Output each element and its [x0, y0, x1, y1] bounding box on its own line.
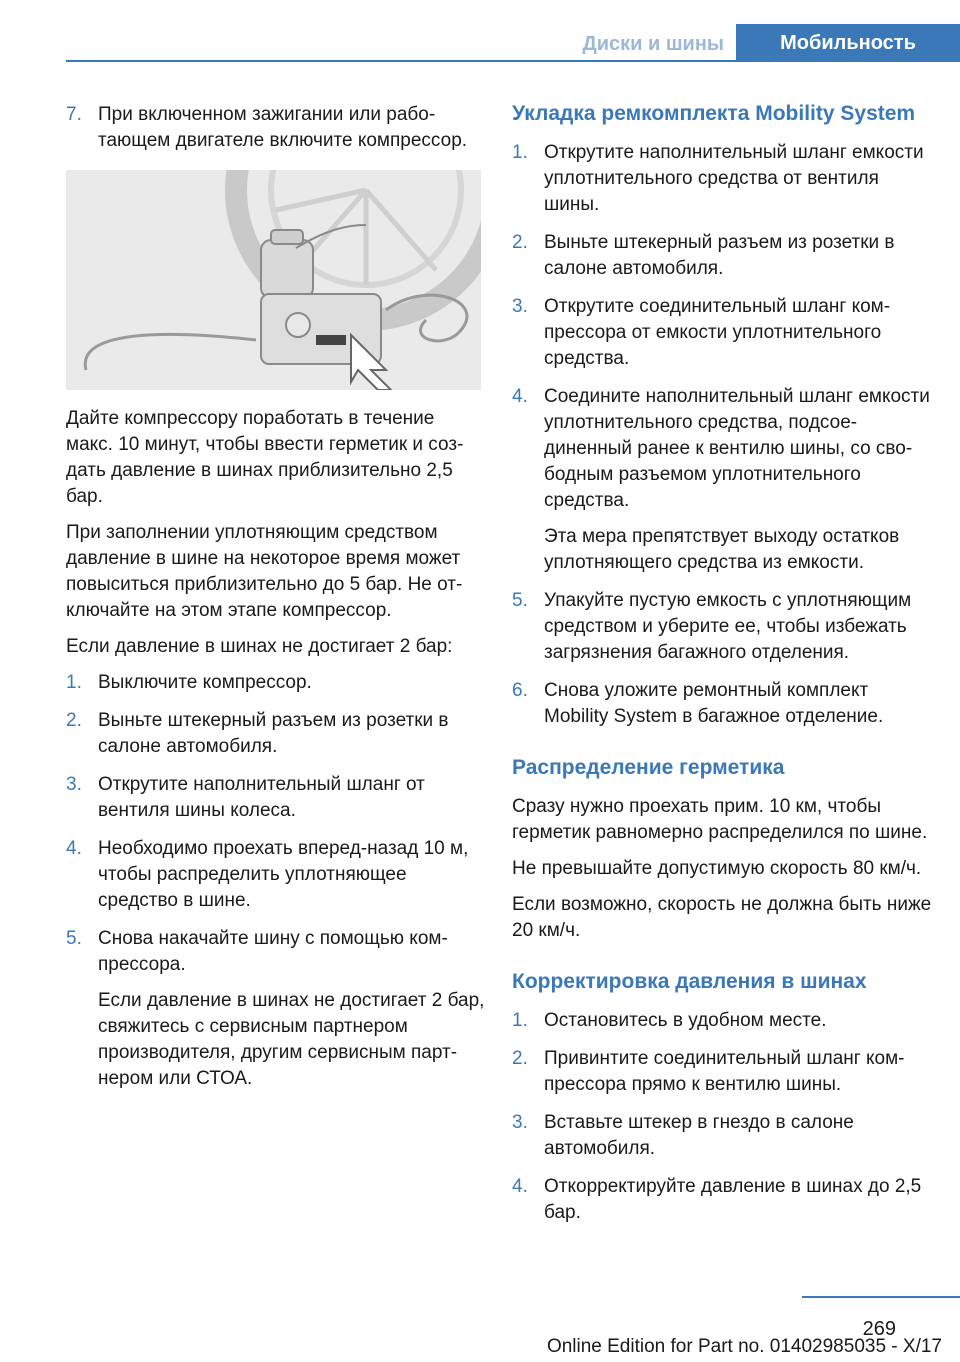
paragraph: Если возможно, скорость не должна быть ниже 20 км/ч.: [512, 894, 932, 941]
list-item: [512, 1008, 932, 1034]
list-number: 6.: [512, 680, 528, 701]
list-item: [512, 230, 932, 282]
list-number: 5.: [66, 928, 82, 949]
right-column: [512, 102, 932, 1238]
list-number: 4.: [512, 1176, 528, 1197]
list-item: [512, 384, 932, 576]
footer-edition: Online Edition for Part no. 01402985035 - X/17: [546, 1336, 942, 1357]
list-number: 1.: [66, 672, 82, 693]
list-number: 2.: [512, 232, 528, 253]
header-section-title: Диски и шины: [582, 33, 724, 55]
list-number: 4.: [66, 838, 82, 859]
page-number: 269: [862, 1318, 896, 1340]
paragraph: При заполнении уплотняющим средством давление в шине на некоторое время может повыситься приблизительно до 5 бар. Не отключайте на этом этапе компрессор.: [66, 522, 463, 621]
list-text: Выньте штекерный разъем из розетки в салоне автомобиля.: [98, 710, 449, 757]
list-number: 2.: [66, 710, 82, 731]
header-rule: [66, 60, 960, 62]
paragraph: Не превышайте допустимую скорость 80 км/ч.: [512, 858, 922, 879]
list-text: Вставьте штекер в гнездо в салоне автомобиля.: [544, 1112, 854, 1159]
list-subparagraph: Если давление в шинах не достигает 2 бар, свяжитесь с сервисным партнером производителя, другим сервисным партнером или СТОА.: [98, 990, 485, 1089]
list-item: [512, 678, 932, 730]
list-text: Выньте штекерный разъем из розетки в салоне автомобиля.: [544, 232, 895, 279]
list-item: [66, 772, 486, 824]
footer-rule: [802, 1296, 960, 1298]
list-text: Открутите наполнительный шланг емкости уплотнительного средства от вентиля шины.: [544, 142, 924, 215]
list-text: Соедините наполнительный шланг емкости уплотнительного средства, подсоединенный ранее к вентилю шины, со свободным разъемом уплотнительного средства.: [544, 386, 930, 511]
list-item: [66, 926, 486, 1092]
list-item: [512, 1174, 932, 1226]
list-item: [66, 102, 486, 154]
section-heading: Корректировка давления в шинах: [512, 970, 867, 993]
left-column: [66, 102, 486, 1104]
list-item: [512, 294, 932, 372]
list-text: Откорректируйте давление в шинах до 2,5 бар.: [544, 1176, 922, 1223]
list-item: [66, 836, 486, 914]
paragraph: Дайте компрессору поработать в течение макс. 10 минут, чтобы ввести герметик и создать давление в шинах приблизительно 2,5 бар.: [66, 408, 464, 507]
compressor-illustration: [66, 170, 481, 390]
list-number: 3.: [512, 1112, 528, 1133]
section-heading: Укладка ремкомплекта Mobility System: [512, 102, 916, 125]
list-number: 3.: [66, 774, 82, 795]
list-text: Снова накачайте шину с помощью компрессора.: [98, 928, 448, 975]
list-item: [512, 588, 932, 666]
list-text: Необходимо проехать вперед-назад 10 м, чтобы распределить уплотняющее средство в шине.: [98, 838, 469, 911]
list-item: [66, 670, 486, 696]
list-text: Открутите соединительный шланг компрессора от емкости уплотнительного средства.: [544, 296, 891, 369]
list-item: [66, 708, 486, 760]
list-text: Упакуйте пустую емкость с уплотняющим средством и уберите ее, чтобы избежать загрязнения багажного отделения.: [544, 590, 912, 663]
list-subparagraph: Эта мера препятствует выходу остатков уплотняющего средства из емкости.: [544, 526, 900, 573]
list-number: 2.: [512, 1048, 528, 1069]
list-text: Привинтите соединительный шланг компрессора прямо к вентилю шины.: [544, 1048, 905, 1095]
list-item: [512, 140, 932, 218]
list-number: 3.: [512, 296, 528, 317]
list-text: Снова уложите ремонтный комплект Mobility System в багажное отделение.: [544, 680, 884, 727]
paragraph: Сразу нужно проехать прим. 10 км, чтобы герметик равномерно распределился по шине.: [512, 796, 928, 843]
list-number: 7.: [66, 104, 82, 125]
list-number: 5.: [512, 590, 528, 611]
list-number: 1.: [512, 142, 528, 163]
list-text: Открутите наполнительный шланг от вентиля шины колеса.: [98, 774, 425, 821]
list-text: Выключите компрессор.: [98, 672, 312, 693]
list-text: При включенном зажигании или работающем двигателе включите компрессор.: [98, 104, 468, 151]
list-number: 1.: [512, 1010, 528, 1031]
header-chapter-tab: Мобильность: [736, 24, 960, 62]
section-heading: Распределение герметика: [512, 756, 785, 779]
list-item: [512, 1110, 932, 1162]
paragraph: Если давление в шинах не достигает 2 бар:: [66, 636, 453, 657]
list-item: [512, 1046, 932, 1098]
list-number: 4.: [512, 386, 528, 407]
list-text: Остановитесь в удобном месте.: [544, 1010, 827, 1031]
